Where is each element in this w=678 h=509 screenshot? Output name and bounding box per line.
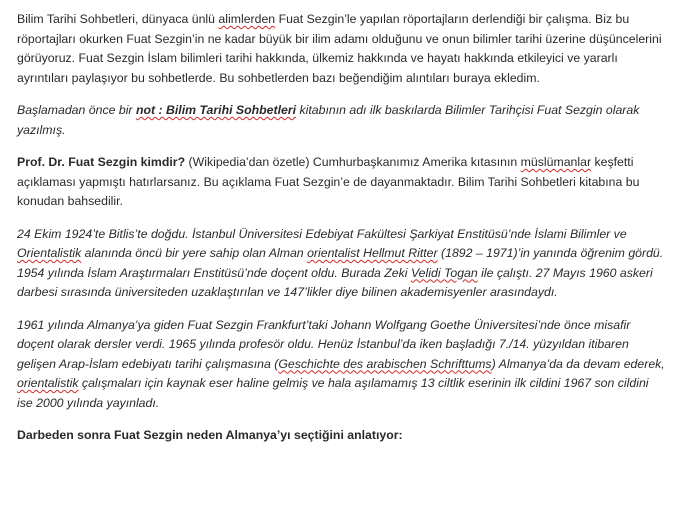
note-book-title: not : Bilim Tarihi Sohbetleri <box>135 103 297 117</box>
note-paragraph <box>17 101 667 140</box>
biography-paragraph-1 <box>17 225 667 303</box>
section-heading-text: Darbeden sonra Fuat Sezgin neden Almanya’yı seçtiğini anlatıyor: <box>17 428 403 442</box>
spellcheck-word-velidi-togan: Velidi Togan <box>410 265 478 280</box>
bio2-text-2: ) Almanya’da da devam ederek, <box>491 356 665 371</box>
section-heading <box>17 426 667 446</box>
spellcheck-word-ritter: orientalist Hellmut Ritter <box>307 246 438 260</box>
intro-text-1: Bilim Tarihi Sohbetleri, dünyaca ünlü <box>17 12 219 26</box>
document-body <box>17 10 667 459</box>
note-text-1: Başlamadan önce bir <box>17 103 136 117</box>
spellcheck-word-alimlerden: alimlerden <box>218 12 276 26</box>
spellcheck-word-orientalistik: Orientalistik <box>17 246 82 260</box>
bio2-text-3: çalışmaları için kaynak eser haline gelmiş ve hala aşılamamış 13 ciltlik eserinin ilk cildini 1967 son cildini ise 2000 yılında yayınladı. <box>17 376 649 410</box>
biography-paragraph-2 <box>17 316 667 414</box>
bio1-text-4: ile çalıştı. 27 Mayıs 1960 askeri darbesi sırasında üniversiteden uzaklaştırılan ve 147’likler diye bilinen akademisyenler arasındaydı. <box>17 265 653 299</box>
spellcheck-word-orientalistik-2: orientalistik <box>17 376 79 390</box>
bio1-text-2: alanında öncü bir yere sahip olan Alman <box>81 246 308 260</box>
note-text-2: kitabının adı ilk baskılarda Bilimler Tarihçisi Fuat Sezgin olarak yazılmış. <box>17 103 640 137</box>
bio1-text-1: 24 Ekim 1924’te Bitlis’te doğdu. İstanbul Üniversitesi Edebiyat Fakültesi Şarkiyat Enstitüsü’nde İslami Bilimler ve <box>17 226 627 241</box>
spellcheck-work-title: Geschichte des arabischen Schrifttums <box>278 356 492 371</box>
spellcheck-word-muslumanlar: müslümanlar <box>520 155 592 169</box>
who-is-heading: Prof. Dr. Fuat Sezgin kimdir? <box>17 155 186 169</box>
intro-paragraph <box>17 10 667 88</box>
bio1-text-3: (1892 – 1971)’in yanında öğrenim gördü. 1954 yılında İslam Araştırmaları Enstitüsü’nde doçent oldu. Burada Zeki <box>17 246 664 280</box>
bio2-text-1: 1961 yılında Almanya’ya giden Fuat Sezgin Frankfurt’taki Johann Wolfgang Goethe Üniversitesi’nde önce misafir doçent olarak dersler verdi. 1965 yılında profesör oldu. Henüz İstanbul’da iken başladığı 7./14. yüzyıldan itibaren gelişen Arap-İslam edebiyatı tarihi çalışmasına ( <box>17 317 631 371</box>
who-is-paragraph <box>17 153 667 212</box>
who-is-text-2: keşfetti açıklaması yapmıştı hatırlarsanız. Bu açıklama Fuat Sezgin’e de dayanmaktadır. Bilim Tarihi Sohbetleri kitabına bu konudan bahsedilir. <box>17 155 640 208</box>
intro-text-2: Fuat Sezgin’le yapılan röportajların derlendiği bir çalışma. Biz bu röportajları okurken Fuat Sezgin’in ne kadar büyük bir ilim adamı olduğunu ve onun bilimler tarihi üzerine düşüncelerini görüyoruz. Fuat Sezgin İslam bilimleri tarihi hakkında, ülkemiz hakkında ve hayatı hakkında etkileyici ve yararlı ayrıntıları paylaşıyor bu sohbetlerde. Bu sohbetlerden bazı beğendiğim alıntıları buraya ekledim. <box>17 12 662 85</box>
who-is-text-1: (Wikipedia’dan özetle) Cumhurbaşkanımız Amerika kıtasının <box>185 155 521 169</box>
